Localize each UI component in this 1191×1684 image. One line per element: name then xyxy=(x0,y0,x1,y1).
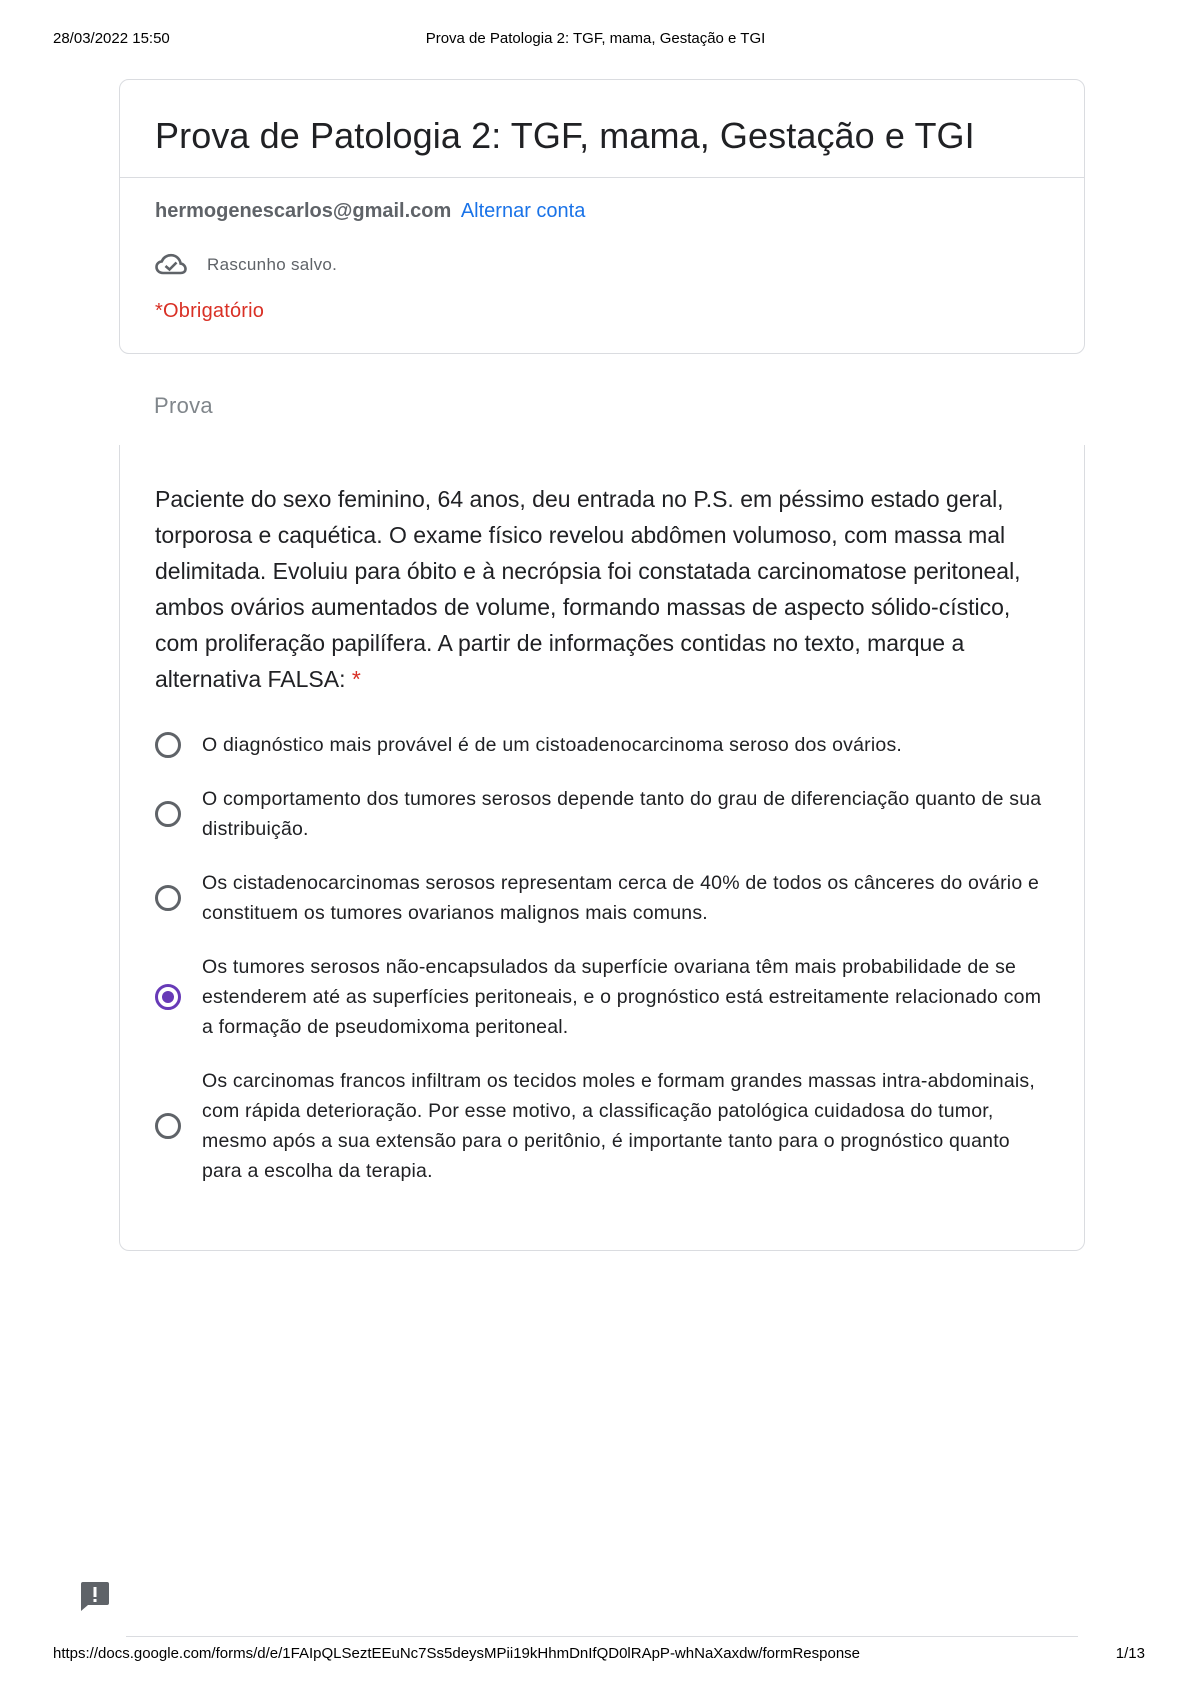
switch-account-link[interactable]: Alternar conta xyxy=(460,200,586,222)
radio-button[interactable] xyxy=(155,885,181,911)
account-email: hermogenescarlos@gmail.com xyxy=(155,200,452,222)
question-body: Paciente do sexo feminino, 64 anos, deu entrada no P.S. em péssimo estado geral, torporosa e caquética. O exame físico revelou abdômen volumoso, com massa mal delimitada. Evoluiu para óbito e à necrópsia foi constatada carcinomatose peritoneal, ambos ovários aumentados de volume, formando massas de aspecto sólido-cístico, com proliferação papilífera. A partir de informações contidas no texto, marque a alternativa FALSA: xyxy=(155,486,1021,692)
print-footer xyxy=(0,1645,1191,1665)
footer-divider xyxy=(126,1636,1078,1637)
form-title-wrap xyxy=(120,80,1084,178)
radio-button[interactable] xyxy=(155,732,181,758)
print-header xyxy=(0,30,1191,50)
option-2[interactable] xyxy=(155,784,1055,844)
option-1[interactable] xyxy=(155,730,1055,760)
section-title: Prova xyxy=(154,393,213,418)
account-row xyxy=(155,198,585,224)
draft-status-row xyxy=(155,250,337,280)
question-text xyxy=(155,481,1045,697)
cloud-done-icon xyxy=(155,253,187,277)
answer-options xyxy=(155,730,1055,1210)
option-5[interactable] xyxy=(155,1066,1055,1186)
radio-button[interactable] xyxy=(155,801,181,827)
form-header-card xyxy=(119,79,1085,354)
print-datetime: 28/03/2022 15:50 xyxy=(53,30,170,47)
radio-button-selected[interactable] xyxy=(155,984,181,1010)
question-card xyxy=(119,445,1085,1251)
option-label: Os tumores serosos não-encapsulados da superfície ovariana têm mais probabilidade de se estenderem até as superfícies peritoneais, e o prognóstico está estreitamente relacionado com a formação de pseudomixoma peritoneal. xyxy=(202,956,1042,1038)
print-doc-title: Prova de Patologia 2: TGF, mama, Gestação e TGI xyxy=(425,30,766,47)
required-note: *Obrigatório xyxy=(155,300,265,322)
draft-status: Rascunho salvo. xyxy=(207,255,338,274)
radio-button[interactable] xyxy=(155,1113,181,1139)
feedback-icon[interactable] xyxy=(79,1580,111,1612)
print-page-number: 1/13 xyxy=(1115,1645,1145,1662)
option-label: Os carcinomas francos infiltram os tecidos moles e formam grandes massas intra-abdominais, com rápida deterioração. Por esse motivo, a classificação patológica cuidadosa do tumor, mesmo após a sua extensão para o peritônio, é importante tanto para o prognóstico quanto para a escolha da terapia. xyxy=(202,1070,1035,1182)
form-title: Prova de Patologia 2: TGF, mama, Gestação e TGI xyxy=(155,115,975,156)
required-star: * xyxy=(351,666,361,692)
option-3[interactable] xyxy=(155,868,1055,928)
print-url: https://docs.google.com/forms/d/e/1FAIpQLSeztEEuNc7Ss5deysMPii19kHhmDnIfQD0lRApP-whNaXaxdw/formResponse xyxy=(53,1645,861,1662)
option-label: Os cistadenocarcinomas serosos representam cerca de 40% de todos os cânceres do ovário e constituem os tumores ovarianos malignos mais comuns. xyxy=(202,872,1040,924)
option-4[interactable] xyxy=(155,952,1055,1042)
option-label: O diagnóstico mais provável é de um cistoadenocarcinoma seroso dos ovários. xyxy=(202,734,903,756)
option-label: O comportamento dos tumores serosos depende tanto do grau de diferenciação quanto de sua distribuição. xyxy=(202,788,1042,840)
